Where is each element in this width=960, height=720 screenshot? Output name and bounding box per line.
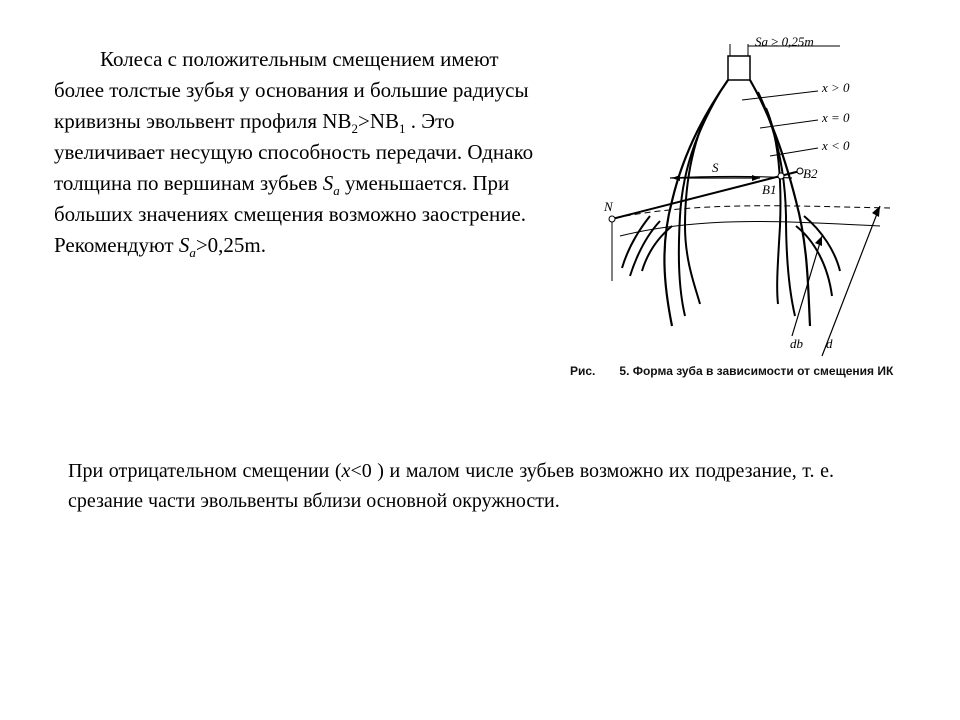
base-circle-line	[620, 222, 880, 236]
gear-tooth-figure	[560, 36, 930, 396]
comparison-nb: >NB	[357, 109, 399, 133]
para2-text-start: При отрицательном смещении (	[68, 460, 342, 482]
subscript-2: 2	[351, 121, 358, 137]
label-sa-top: Sa ≥ 0,25m	[755, 36, 814, 49]
point-b1	[778, 173, 784, 179]
para2-text-end: <0 ) и малом числе зубьев возможно их подрезание, т. е. срезание части эвольвенты вблизи основной окружности.	[68, 460, 834, 512]
d-leader	[822, 206, 880, 356]
db-arrow-head	[815, 236, 822, 246]
figure-caption	[570, 364, 950, 378]
gear-tooth-diagram	[560, 36, 930, 396]
intro-text-start: Колеса с положительным смещением имеют более толстые зубья у основания и большие радиусы кривизны эвольвент профиля NB	[54, 47, 529, 133]
label-b2: B2	[803, 166, 818, 181]
label-db: db	[790, 336, 803, 351]
symbol-s-recommend: S	[178, 233, 190, 257]
label-s: S	[712, 160, 719, 175]
tooth-tip-box	[728, 56, 750, 80]
caption-text: 5. Форма зуба в зависимости от смещения ИК	[619, 364, 894, 378]
negative-shift-paragraph	[68, 456, 834, 516]
subscript-a-recommend: a	[189, 245, 196, 261]
intro-text-middle: . Это увеличивает несущую способность передачи. Однако толщина по вершинам зубьев	[54, 109, 534, 195]
symbol-s: S	[322, 171, 334, 195]
intro-text-after-sa: уменьшается. При больших значениях смещения возможно заострение. Рекомендуют	[54, 171, 527, 257]
label-b1: B1	[762, 182, 777, 197]
subscript-1: 1	[399, 121, 406, 137]
s-arrow-right-head	[752, 175, 760, 181]
root-arc-1	[642, 226, 672, 271]
db-leader	[792, 236, 822, 336]
caption-prefix: Рис.	[570, 364, 596, 378]
label-n: N	[604, 199, 613, 214]
label-x-positive: x > 0	[822, 80, 850, 95]
label-x-negative: x < 0	[822, 138, 850, 153]
leader-x-pos	[742, 91, 818, 100]
subscript-a: a	[333, 183, 340, 199]
intro-text-end: >0,25m.	[195, 233, 267, 257]
tooth-profile-inner-left	[685, 108, 710, 304]
label-d: d	[826, 336, 833, 351]
symbol-x: x	[341, 460, 351, 482]
leader-x-zero	[760, 120, 818, 128]
label-x-zero: x = 0	[822, 110, 850, 125]
point-n	[609, 216, 615, 222]
intro-paragraph	[54, 44, 544, 261]
s-arrow-left-head	[672, 175, 680, 181]
